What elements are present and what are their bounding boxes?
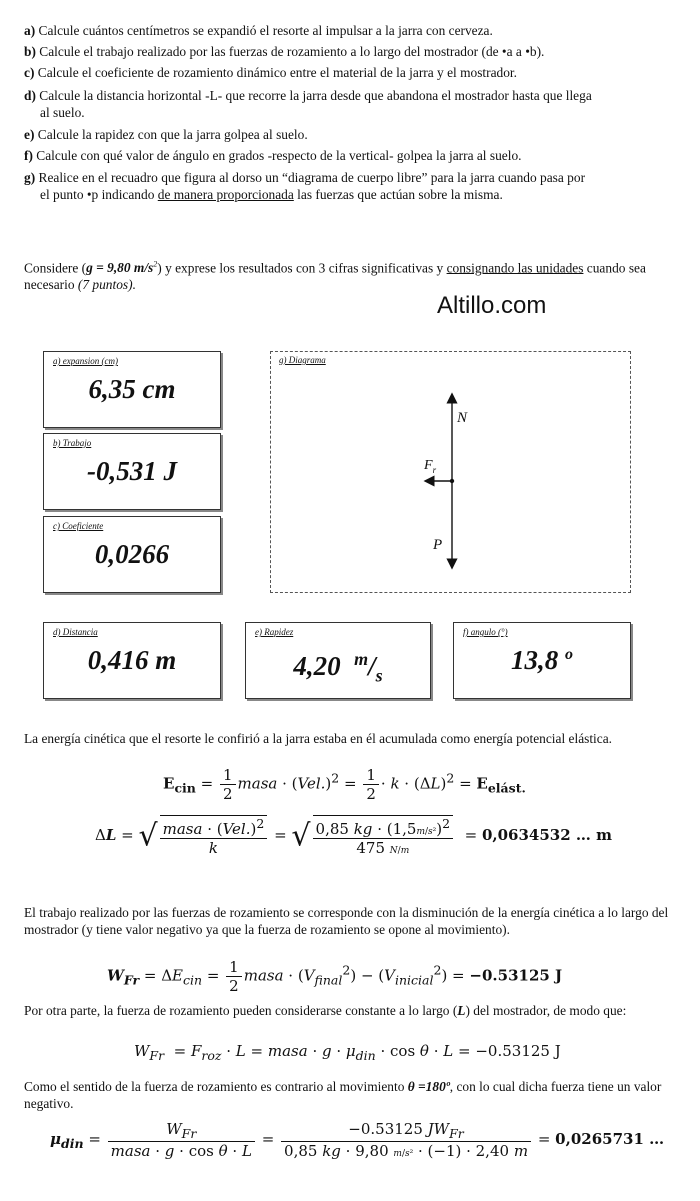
answer-box-c: c) Coeficiente 0,0266 xyxy=(43,516,221,593)
question-g: g) Realice en el recuadro que figura al dorso un “diagrama de cuerpo libre” para la jarra cuando pasa por el punto •p indicando de manera proporcionada las fuerzas que actúan sobre la misma. xyxy=(24,170,586,202)
answer-box-f: f) angulo (°) 13,8 $^o$ xyxy=(453,622,631,699)
answer-box-d: d) Distancia 0,416 m xyxy=(43,622,221,699)
equation-work-friction: $W_{Fr} = F_{roz} \cdot L$ = masa · $g \cdot \mu_{din} \cdot \cos \theta \cdot L = -0.53125$ J xyxy=(134,1042,561,1063)
diagram-box: g) Diagrama N $F_r$ P xyxy=(270,351,631,593)
consider-text: Considere (g = 9,80 $m/s^2$) y exprese los resultados con 3 cifras significativas y consignando las unidades cuando sea necesario (7 puntos). xyxy=(24,260,646,293)
explanation-2: El trabajo realizado por las fuerzas de rozamiento se corresponde con la disminución de la energía cinética a lo largo del mostrador (y tiene valor negativo ya que la fuerza de rozamiento se opone al movimiento). xyxy=(24,905,669,937)
explanation-3: Por otra parte, la fuerza de rozamiento pueden considerarse constante a lo largo (L) del mostrador, de modo que: xyxy=(24,1003,627,1018)
answer-value-a: 6,35 cm xyxy=(88,374,176,404)
answer-value-b: -0,531 J xyxy=(87,456,177,486)
label-P: P xyxy=(433,537,443,553)
answer-box-a: a) expansion (cm) 6,35 cm xyxy=(43,351,221,428)
explanation-4: Como el sentido de la fuerza de rozamiento es contrario al movimiento θ =180º, con lo cual dicha fuerza tiene un valor negativo. xyxy=(24,1079,662,1111)
equation-energy: $E_{cin}$ = $\frac{1}{2}$ masa · $(Vel.)^2$ = $\frac{1}{2}$ · $k \cdot (\Delta L)^2 = E_{elást.}$ xyxy=(163,766,526,803)
question-b: b) Calcule el trabajo realizado por las fuerzas de rozamiento a lo largo del mostrador (de •a a •b). xyxy=(24,44,545,59)
explanation-1: La energía cinética que el resorte le confirió a la jarra estaba en él acumulada como energía potencial elástica. xyxy=(24,731,613,746)
question-f: f) Calcule con qué valor de ángulo en grados -respecto de la vertical- golpea la jarra al suelo. xyxy=(24,148,522,163)
answer-box-b: b) Trabajo -0,531 J xyxy=(43,433,221,510)
question-a: a) Calcule cuántos centímetros se expandió el resorte al impulsar a la jarra con cerveza. xyxy=(24,23,493,38)
equation-mu: $\mu_{din}$ = $\frac{W_{Fr}}{\text{masa · g · cos θ · L}}$ = $\frac{-0.53125 JW_{Fr}}{\text{0,85 kg · 9,80 m/s² · (−1) · 2,40 m}}$ = 0,0265731 … xyxy=(50,1120,665,1160)
answer-value-e: 4,20 $^m/_s$ xyxy=(293,649,383,686)
equation-delta-L: ΔL = √ $\frac{masa \cdot (Vel.)^2}{k}$ = √ $\frac{0,85 kg \cdot (1,5m/s^2)^2}{475 N/m}$ = 0,0634532 … m xyxy=(95,816,612,857)
brand-watermark: Altillo.com xyxy=(437,292,547,319)
answer-value-f: 13,8 $^o$ xyxy=(511,645,573,675)
question-e: e) Calcule la rapidez con que la jarra golpea al suelo. xyxy=(24,127,308,142)
label-N: N xyxy=(457,410,468,426)
answer-box-e: e) Rapidez 4,20 $^m/_s$ xyxy=(245,622,431,699)
free-body-diagram xyxy=(271,352,630,592)
answer-value-d: 0,416 m xyxy=(87,645,177,675)
question-d: d) Calcule la distancia horizontal -L- que recorre la jarra desde que abandona el mostrador hasta que llega al suelo. xyxy=(24,88,592,120)
equation-work: $W_{Fr} = \Delta E_{cin}$ = $\frac{1}{2}$ masa · $(V_{final}^2) - (V_{inicial}^2) = -0.53125$ J xyxy=(107,958,563,995)
question-c: c) Calcule el coeficiente de rozamiento dinámico entre el material de la jarra y el mostrador. xyxy=(24,65,518,80)
label-Fr: $F_r$ xyxy=(424,458,437,475)
answer-value-c: 0,0266 xyxy=(94,539,170,569)
